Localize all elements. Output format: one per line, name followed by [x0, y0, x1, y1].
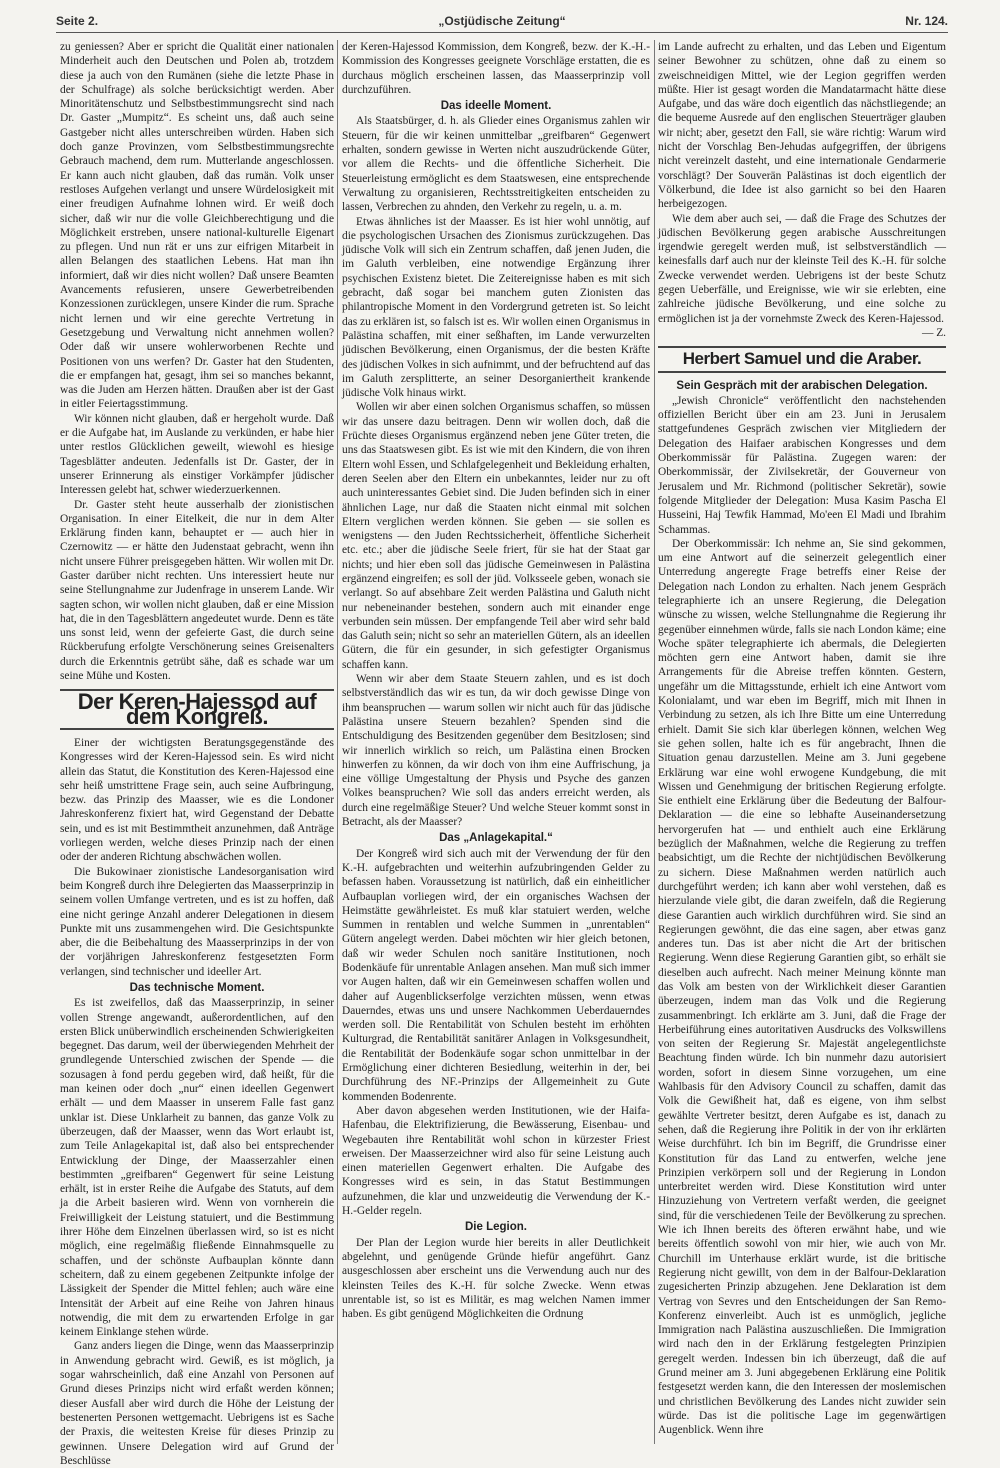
- column-3: [658, 40, 946, 1446]
- issue-number: Nr. 124.: [905, 14, 948, 28]
- paragraph: zu geniessen? Aber er spricht die Qualität einer nationalen Minderheit auch den Deutschen und Polen ab, trotzdem diese ja auch von den Rumänen (siehe die letzte Phase in der Schulfrage) als solche berücksichtigt werden. Aber Minoritätenschutz und Selbstbestimmungsrecht sind nach Dr. Gaster „Mumpitz“. Es scheint uns, daß auch seine Gastgeber nicht alles unterschreiben würden. Haben sich doch ganze Provinzen, vom Selbstbestimmungsrechte Gebrauch machend, dem rum. Mutterlande angeschlossen. Er kann auch nicht glauben, daß das rumän. Volk unser restloses Aufgehen verlangt und unsere Würdelosigkeit mit einer freudigen Aufnahme lohnen wird. Er weiß doch sicher, daß wir nur die volle Gleichberechtigung und die Möglichkeit erstreben, unsere national-kulturelle Eigenart zu pflegen. Und nun rät er uns zur eifrigen Mitarbeit in allen Belangen des staatlichen Lebens. Hat man ihn informiert, daß wir dies nicht wollen? Daß unsere Beamten Avancements refusieren, unsere Gewerbetreibenden Konzessionen zurücklegen, unsere Kinder die rum. Sprache nicht lernen und wir eine gerechte Vertretung in Gesetzgebung und Verwaltung nicht annehmen wollen? Oder daß wir unsere wohlerworbenen Rechte und Positionen von uns werfen? Dr. Gaster hat den Studenten, die er empfangen hat, gesagt, ihm sei so manches bekannt, was die Juden am Herzen hätten. Draußen aber ist der Gast in eitler Feiertagsstimmung.: [60, 41, 334, 411]
- section-heading: Das ideelle Moment.: [440, 100, 552, 113]
- paragraph: Etwas ähnliches ist der Maasser. Es ist hier wohl unnötig, auf die psychologischen Ursachen des Zionismus zurückzugehen. Das jüdische Volk will sich ein Zentrum schaffen, daß jenen Juden, die im Galuth verbleiben, eine notwendige Ergänzung ihrer psychischen Existenz bietet. Die Zeitereignisse haben es mit sich gebracht, daß sogar bei manchem guten Zionisten das philantropische Moment in den Vordergrund getreten ist. So leicht das zu erklären ist, so falsch ist es. Wir wollen einen Organismus in Palästina schaffen, mit einer seßhaften, im Lande verwurzelten jüdischen Bevölkerung, einen Organismus, der die besten Kräfte des jüdischen Volkes in sich aufnimmt, und der befruchtend auf das im Galuth zersplitterte, an seiner Desorganiertheit krankende jüdische Volk hinaus wirkt.: [342, 215, 651, 400]
- section-heading: Das technische Moment.: [129, 982, 265, 994]
- newspaper-title: „Ostjüdische Zeitung“: [438, 14, 566, 28]
- paragraph: Wollen wir aber einen solchen Organismus schaffen, so müssen wir das unsere dazu beitragen. Denn wir wollen doch, daß die Früchte dieses Organismus ergänzend neben jene Güter treten, die uns das Staatswesen gibt. Es ist wie mit den Kindern, die von ihren Eltern wohl Essen, und Schlafgelegenheit und Bekleidung erhalten, deren Seelen aber den Eltern ein unbekanntes, leider nur zu oft auch uninteressantes Gebiet sind. Die Juden befinden sich in einer ähnlichen Lage, nur daß die Staaten nicht einmal mit solchen Eltern verglichen werden können. Sie geben — sie sollen es wenigstens — den Juden Rechtssicherheit, öffentliche Sicherheit etc. etc.; aber die jüdische Seele friert, für sie hat der Staat gar nichts; und hier eben soll das jüdische Gemeinwesen in Palästina ergänzend eingreifen; es soll der jüd. Volksseele geben, wonach sie verlangt. So auf absehbare Zeit werden Palästina und Galuth nicht nur nebeneinander bestehen, sondern auch mit einander enge verbunden sein müssen. Der empfangende Teil aber wird sehr bald das Galuth sein; nicht so sehr an materiellen Gütern, als an ideellen Gütern, die für ein gesunder, in sich gefestigter Organismus schaffen kann.: [342, 401, 650, 671]
- paragraph: Einer der wichtigsten Beratungsgegenstände des Kongresses wird der Keren-Hajessod sein. Es wird nicht allein das Statut, die Konstitution des Keren-Hajessod eine sehr heiß umstrittene Frage sein, auch seine Aufbringung, bezw. das Prinzip des Maasser, wie es die Londoner Jahreskonferenz fixiert hat, wird Gegenstand der Debatte sein, und es ist mit Bestimmtheit anzunehmen, daß Anträge vorliegen werden, welche dieses Prinzip nach der einen oder der anderen Richtung abschwächen wollen.: [60, 736, 334, 864]
- section-heading: Das „Anlagekapital.“: [439, 832, 553, 845]
- paragraph: Als Staatsbürger, d. h. als Glieder eines Organismus zahlen wir Steuern, für die wir keinen unmittelbar „greifbaren“ Gegenwert erhalten, sondern gewisse in Werten nicht auszudrückende Güter, vor allem die Rechts- und die öffentliche Sicherheit. Die Steuerleistung ermöglicht es dem Staatswesen, eine entsprechende Verwaltung zu organisieren, Rechtsstreitigkeiten entscheiden zu lassen, Verbrechen zu ahnden, den Verkehr zu regeln, u. a. m.: [342, 115, 650, 214]
- article-subheadline: Sein Gespräch mit der arabischen Delegation.: [676, 379, 928, 392]
- paragraph: Es ist zweifellos, daß das Maasserprinzip, in seiner vollen Strenge angewandt, außerordentlichen, auf den ersten Blick unüberwindlich erscheinenden Schwierigkeiten begegnet. Das darum, weil der überwiegenden Mehrheit der grundlegende Unterschied zwischen der Spende — die sozusagen à fond perdu gegeben wird, daß heißt, für die man keinen oder doch „nur“ einen ideellen Gegenwert erhält — und dem Maasser in unserem Falle fast ganz unklar ist. Diese Unklarheit zu bannen, das ganze Volk zu überzeugen, daß der Maasser, wenn das Wort erlaubt ist, zum Teile Anlagekapital ist, daß also bei entsprechender Entwicklung der Dinge, der Maasserzahler einen bestimmten „greifbaren“ Gegenwert für seine Leistung erhält, ist in erster Reihe die Aufgabe des Statuts, auf dem ja die Arbeit basieren wird. Wenn von vornherein die Freiwilligkeit der Leistung statuiert, und die Bestimmung ihrer Höhe dem Einzelnen überlassen wird, so ist es nicht möglich, eine regelmäßig fließende Einnahmsquelle zu schaffen, und der schönste Aufbauplan könnte dann scheitern, daß zu einem gegebenen Zeitpunkte infolge der Lässigkeit der Spender die Mittel fehlen; auch wäre eine Intensität der Arbeit auf eine Reihe von Jahren hinaus notwendig, die mit dem zu erwartenden Erfolge in gar keinem Einklange stehen würde.: [60, 997, 334, 1339]
- paragraph: im Lande aufrecht zu erhalten, und das Leben und Eigentum seiner Bewohner zu schützen, ohne daß zu einem so zweischneidigen Mittel, wie der Legion gegriffen werden müßte. Hier ist gesagt worden die Mandatarmacht hätte diese Aufgabe, und das wäre doch eigentlich das nächstliegende; an die bequeme Ausrede auf den englischen Steuerträger glauben wir nicht; aber, gesetzt den Fall, sie wäre richtig: Warum wird nicht der Vorschlag Ben-Jehudas aufgegriffen, der übrigens nicht vereinzelt dasteht, und eine internationale Gendarmerie vorschlägt? Der Souverän Palästinas ist doch eigentlich der Völkerbund, die Idee ist also garnicht so bei den Haaren herbeigezogen.: [658, 41, 946, 211]
- page-header: [56, 10, 948, 33]
- paragraph: der Keren-Hajessod Kommission, dem Kongreß, bezw. der K.-H.-Kommission des Kongresses geeignete Vorschläge erstatten, die es durchaus möglich erscheinen lassen, das Maasserprinzip voll durchzuführen.: [342, 41, 650, 96]
- paragraph: Die Bukowinaer zionistische Landesorganisation wird beim Kongreß durch ihre Delegierten das Maasserprinzip in seinem vollen Umfange vertreten, und es ist zu hoffen, daß eine nicht geringe Anzahl anderer Delegationen in diesem Punkte mit uns zusammengehen wird. Die Gesichtspunkte aber, die die Beibehaltung des Maasserprinzips in der von der vorjährigen Jahreskonferenz festgesetzten Form verlangen, sind technischer und ideeller Art.: [60, 865, 334, 978]
- paragraph: Der Oberkommissär: Ich nehme an, Sie sind gekommen, um eine Antwort auf die seinerzeit gelegentlich einer Unterredung angeregte Frage betreffs einer Reise der Delegation nach London zu erhalten. Nach jenem Gespräch telegraphierte ich an unsere Regierung, die Delegation wünsche zu wissen, welche Stellungnahme die Regierung ihr gegenüber einnehmen würde, falls sie nach London käme; eine Woche später telegraphierte ich abermals, die Delegierten möchten gern eine Antwort haben, damit sie ihre Arrangements für die Abreise treffen könnten. Gestern, ungefähr um die Mittagsstunde, erhielt ich eine Antwort vom Kolonialamt, und war eben im Begriff, mich mit Ihnen in Verbindung zu setzen, als ich Ihre Bitte um eine Unterredung erhielt. Damit Sie sich klar überlegen können, welchen Weg sie gehen sollen, halte ich es für angebracht, Ihnen die Situation genau darzustellen. Meine am 3. Juni gegebene Erklärung war eine wohl erwogene Kundgebung, die mit Wissen und Genehmigung der britischen Regierung erfolgte. Sie enthielt eine Erklärung über die Bedeutung der Balfour-Deklaration — die eine so lebhafte Auseinandersetzung hervorgerufen hat — und enthielt auch eine Erklärung bezüglich der Maßnahmen, welche die Regierung zu treffen beabsichtigt, um die Rechte der nichtjüdischen Bevölkerung zu sichern. Diese Maßnahmen werden natürlich auch durchgeführt werden; ich kann aber wohl verstehen, daß es hierzulande viele gibt, die daran zweifeln, daß die Regierung diese Garantien auch wirklich durchführen wird. Sie sind an Regierungen gewöhnt, die das eine sagen, aber etwas ganz anderes tun. Das ist aber nicht die Art der britischen Regierung. Wenn diese Regierung Garantien gibt, so erhält sie dieselben auch aufrecht. Nach meiner Meinung könnte man das Volk am besten von der Wirklichkeit dieser Garantien überzeugen, indem man das Volk und die Regierung zusammenbringt. Ich erklärte am 3. Juni, daß die Frage der Herbeiführung eines autoritativen Ausdrucks des Volkswillens von seiten der Regierung Sr. Majestät angelegentlichste Beachtung finden würde. Ich bin nunmehr dazu autorisiert worden, sofort in diesem Sinne vorzugehen, um eine Wahlbasis für den Advisory Council zu schaffen, damit das Volk die Gewißheit hat, daß es eigene, von ihm selbst gewählte Vertreter besitzt, deren Aufgabe es ist, danach zu sehen, daß die Regierung ihre Politik in der von ihr erklärten Weise durchführt. Ich bin im Begriff, die Grundrisse einer Konstitution für das Land zu entwerfen, welche jene Prinzipien verkörpern soll und der Regierung in London unterbreitet werden wird. Diese Konstitution wird unter Hinzuziehung von Vertretern verfaßt werden, die geeignet sind, für die verschiedenen Teile der Bevölkerung zu sprechen. Wie ich Ihnen bereits des öfteren erwähnt habe, und wie bereits öffentlich sowohl von mir hier, wie auch von Mr. Churchill im Unterhause erklärt wurde, ist die britische Regierung nicht gewillt, von dem in der Balfour-Deklaration zugesicherten Prinzip abzugehen. Jene Deklaration ist dem Vertrag von Sevres und den Entscheidungen der San Remo-Konferenz einverleibt. Auch ist es unmöglich, jegliche Immigration nach Palästina auszuschließen. Die Immigration wird nach den in der Erklärung festgelegten Prinzipien geregelt werden. Indessen bin ich überzeugt, daß die auf Grund meiner am 3. Juni abgegebenen Erklärung eine Politik festgesetzt werden kann, die den Interessen der moslemischen und christlichen Bevölkerung des Landes nicht zuwider sein würde. Das ist die politische Lage im gegenwärtigen Augenblick. Wenn ihre: [658, 537, 946, 1437]
- paragraph: Ganz anders liegen die Dinge, wenn das Maasserprinzip in Anwendung gebracht wird. Gewiß, es ist möglich, ja sogar wahrscheinlich, daß eine Anzahl von Personen auf Grund dieses Prinzips nicht wird erfaßt werden können; dieser Ausfall aber wird durch die Höhe der Leistung der bestenerten Personen wettgemacht. Uebrigens ist es Sache der Praxis, die weitesten Kreise für dieses Prinzip zu gewinnen. Unsere Delegation wird auf Grund der Beschlüsse: [60, 1340, 334, 1467]
- section-heading: Die Legion.: [465, 1221, 527, 1234]
- page-number: Seite 2.: [56, 14, 99, 28]
- article-headline: Der Keren-Hajessod auf dem Kongreß.: [60, 689, 334, 730]
- column-2: [342, 40, 650, 1446]
- paragraph: Wie dem aber auch sei, — daß die Frage des Schutzes der jüdischen Bevölkerung gegen arabische Ausschreitungen irgendwie geregelt werden muß, ist selbstverständlich — keinesfalls darf auch nur der kleinste Teil des K.-H. für solche Zwecke verwendet werden. Uebrigens ist der beste Schutz gegen Ueberfälle, und Ereignisse, wie wir sie erlebten, eine zahlreiche jüdische Bevölkerung, und eine solche zu ermöglichen ist ja der vornehmste Zweck des Keren-Hajessod.: [658, 212, 946, 325]
- paragraph: Dr. Gaster steht heute ausserhalb der zionistischen Organisation. In einer Eitelkeit, die nur in dem Alter Erklärung finden kann, behauptet er — auch hier in Czernowitz — er hätte den Judenstaat gebracht, wenn ihn nicht unsere Führer preisgegeben hätten. Wir wollen mit Dr. Gaster darüber nicht rechten. Uns interessiert heute nur seine Stellungnahme zur Judenfrage in unserem Lande. Wir sagten schon, wir wollen nicht glauben, daß er eine Mission hat, die in den Tagesblättern angedeutet wurde. Denn es täte uns sonst leid, wenn der gefeierte Gast, die durch seine Rückberufung erfolgte Verschönerung seines Greisenalters durch die Erkenntnis getrübt sähe, daß es schade war um seine Mühe und Kosten.: [60, 498, 334, 683]
- column-1: [60, 40, 334, 1467]
- paragraph: Wenn wir aber dem Staate Steuern zahlen, und es ist doch selbstverständlich das wir es tun, da wir doch gewisse Dinge von ihm beanspruchen — warum sollen wir nicht auch für das jüdische Palästina unsere Steuern bezahlen? Spenden sind die Entschuldigung des Besitzenden gegenüber dem Besitzlosen; sind wir innerlich wirklich so reich, um Palästina einen Brocken hinwerfen zu können, da wir doch von ihm eine Auffrischung, ja eine völlige Umgestaltung der Physis und Psyche des ganzen Volkes beanspruchen? Wie soll das anders erreicht werden, als durch eine regelmäßige Steuer? Und welche Steuer kommt sonst in Betracht, als der Maasser?: [342, 673, 650, 829]
- paragraph: Der Kongreß wird sich auch mit der Verwendung der für den K.-H. aufgebrachten und weiterhin aufzubringenden Gelder zu befassen haben. Voraussetzung ist natürlich, daß ein einheitlicher Aufbauplan vorliegen wird, der ein organisches Wachsen der Heimstätte gewährleistet. Es muß klar statuiert werden, welche Summen in rentablen und welche Summen in „unrentablen“ Gütern angelegt werden. Dabei möchten wir hier gleich betonen, daß wir weder Schulen noch sanitäre Institutionen, noch Bodenkäufe für unrentable Anlagen ansehen. Man muß sich immer vor Augen halten, daß wir ein Gemeinwesen schaffen wollen und daher auf Augenblickserfolge verzichten müssen, wenn etwas Dauerndes, etwas uns und unsere Nachkommen Ueberdauerndes werden soll. Die Rentabilität von Schulen besteht im erhöhten Kulturgrad, die Rentabilität sanitärer Anlagen in Volksgesundheit, die Rentabilität der Bodenkäufe sogar schon unmittelbar in der Ermöglichung einer dichteren Besiedlung, weiterhin in der, bei Durchführung des NF.-Prinzips der Allgemeinheit zu Gute kommenden Bodenrente.: [342, 847, 650, 1103]
- author-signature: — Z.: [921, 326, 946, 339]
- paragraph: Wir können nicht glauben, daß er hergeholt wurde. Daß er die Aufgabe hat, im Auslande zu verkünden, er habe hier unter restlos Glücklichen geweilt, wiewohl es hiesige Tagesblätter andeuten. Jedenfalls ist Dr. Gaster, der in unserer Erinnerung als einstiger Vorkämpfer jüdischer Interessen gelebt hat, schwer wiederzuerkennen.: [60, 412, 334, 497]
- column-divider: [654, 40, 655, 1444]
- article-headline: Herbert Samuel und die Araber.: [658, 346, 946, 372]
- paragraph: „Jewish Chronicle“ veröffentlicht den nachstehenden offiziellen Bericht über ein am 23. Juni in Jerusalem stattgefundenes Gespräch zwischen vier Mitgliedern der Delegation des Haifaer arabischen Kongresses und dem Oberkommissär für Palästina. Zugegen waren: der Oberkommissär, der Zivilsekretär, der Gouverneur von Jerusalem und Mr. Richmond (politischer Sekretär), sowie folgende Mitglieder der Delegation: Musa Kasim Pascha El Husseini, Haj Tewfik Hammad, Mo'een El Madi und Ibrahim Schammas.: [658, 394, 946, 536]
- column-divider: [337, 40, 338, 1444]
- paragraph: Der Plan der Legion wurde hier bereits in aller Deutlichkeit abgelehnt, und genügende Gründe hiefür angeführt. Ganz ausgeschlossen aber erscheint uns die Verwendung auch nur des kleinsten Teiles des K.-H. für solche Zwecke. Wenn etwas unrentable ist, so ist es Militär, es mag welchen Namen immer haben. Es gibt genügend Möglichkeiten die Ordnung: [342, 1236, 650, 1321]
- paragraph: Aber davon abgesehen werden Institutionen, wie der Haifa-Hafenbau, die Elektrifizierung, die Bewässerung, Eisenbau- und Wegebauten ihre Rentabilität wohl schon in kürzester Friest erweisen. Der Maasserzeichner wird also für seine Leistung auch einen materiellen Gegenwert erhalten. Die Aufgabe des Kongresses wird es sein, in das Statut Bestimmungen aufzunehmen, die klar und unzweideutig die Verwendung der K.-H.-Gelder regeln.: [342, 1104, 650, 1218]
